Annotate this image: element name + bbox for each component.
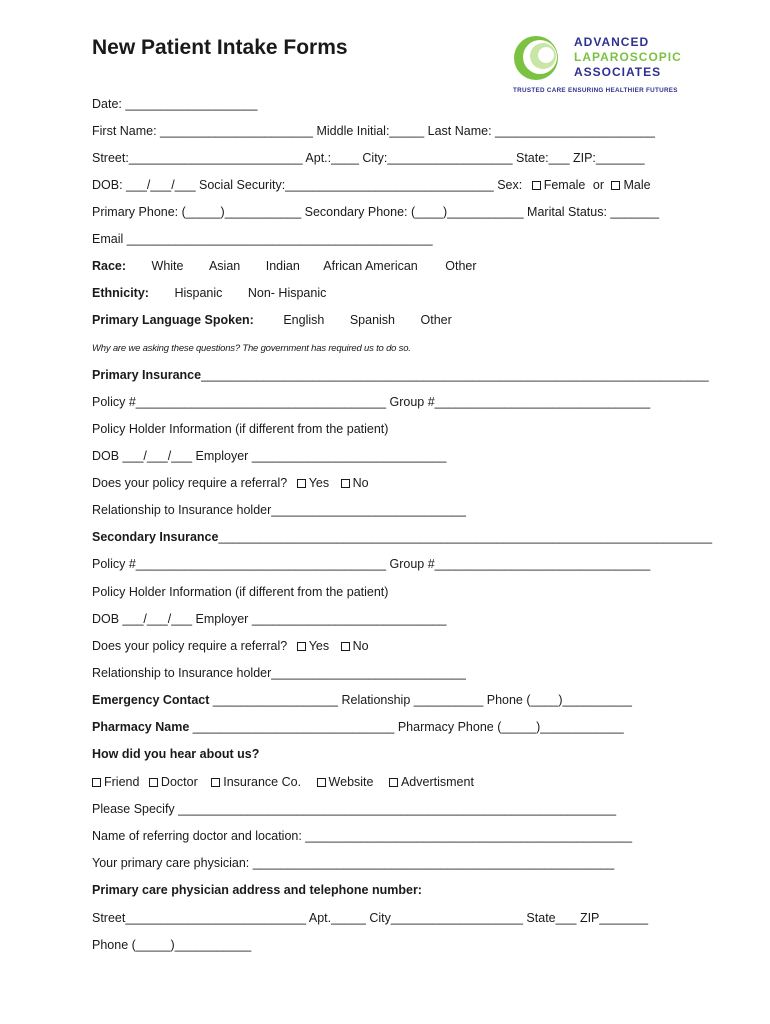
primary-referral-yes[interactable] xyxy=(297,476,329,490)
doctor-label: Doctor xyxy=(160,775,198,789)
secondary-referral-yes[interactable] xyxy=(297,639,329,653)
friend-label: Friend xyxy=(104,775,140,789)
primary-care-physician-field[interactable]: Your primary care physician: ____________________________________________________ xyxy=(92,856,615,870)
checkbox-doctor[interactable] xyxy=(149,778,158,787)
phone-fields[interactable]: Primary Phone: (_____)___________ Secondary Phone: (____)___________ Marital Status: _______ xyxy=(92,205,660,219)
ethnicity-row xyxy=(92,286,326,300)
race-option-white[interactable]: White xyxy=(151,259,184,273)
checkbox-advertisment[interactable] xyxy=(389,778,398,787)
company-logo xyxy=(512,30,712,100)
secondary-referral-no[interactable] xyxy=(341,639,369,653)
race-row xyxy=(92,259,477,273)
language-label: Primary Language Spoken: xyxy=(92,313,254,327)
logo-line-3: ASSOCIATES xyxy=(574,65,662,79)
checkbox-website[interactable] xyxy=(317,778,326,787)
name-fields[interactable]: First Name: ______________________ Middle Initial:_____ Last Name: _______________________ xyxy=(92,124,655,138)
primary-no-label: No xyxy=(352,476,369,490)
logo-tagline: TRUSTED CARE ENSURING HEALTHIER FUTURES xyxy=(513,87,678,94)
race-option-indian[interactable]: Indian xyxy=(265,259,300,273)
email-field[interactable]: Email ____________________________________________ xyxy=(92,232,433,246)
referral-source-question: How did you hear about us? xyxy=(92,747,260,761)
ethnicity-option-hispanic[interactable]: Hispanic xyxy=(174,286,223,300)
race-option-other[interactable]: Other xyxy=(445,259,477,273)
address-fields[interactable]: Street:_________________________ Apt.:____ City:__________________ State:___ ZIP:_______ xyxy=(92,151,645,165)
secondary-referral-row xyxy=(92,639,369,653)
option-doctor[interactable] xyxy=(149,775,198,789)
primary-insurance-row xyxy=(92,368,709,382)
pharmacy-label: Pharmacy Name xyxy=(92,720,190,734)
primary-referral-row xyxy=(92,476,369,490)
primary-insurance-field[interactable]: _________________________________________________________________________ xyxy=(201,368,709,382)
dob-ssn-fields[interactable]: DOB: ___/___/___ Social Security:______________________________ Sex: xyxy=(92,178,523,192)
please-specify-field[interactable]: Please Specify _______________________________________________________________ xyxy=(92,802,617,816)
primary-yes-label: Yes xyxy=(308,476,330,490)
insurance-co-label: Insurance Co. xyxy=(223,775,302,789)
sex-male-label: Male xyxy=(623,178,651,192)
primary-referral-question: Does your policy require a referral? xyxy=(92,476,288,490)
language-option-spanish[interactable]: Spanish xyxy=(349,313,396,327)
pcp-address-fields[interactable]: Street__________________________ Apt._____ City___________________ State___ ZIP_______ xyxy=(92,911,649,925)
demographics-note: Why are we asking these questions? The government has required us to do so. xyxy=(92,343,411,354)
primary-policy-group-fields[interactable]: Policy #____________________________________ Group #_______________________________ xyxy=(92,395,651,409)
advertisment-label: Advertisment xyxy=(400,775,474,789)
secondary-dob-employer-fields[interactable]: DOB ___/___/___ Employer ____________________________ xyxy=(92,612,447,626)
secondary-insurance-row xyxy=(92,530,712,544)
option-friend[interactable] xyxy=(92,775,139,789)
option-insurance-co[interactable] xyxy=(211,775,301,789)
ethnicity-option-non-hispanic[interactable]: Non- Hispanic xyxy=(247,286,327,300)
checkbox-female[interactable] xyxy=(532,181,541,190)
race-option-asian[interactable]: Asian xyxy=(208,259,241,273)
language-option-other[interactable]: Other xyxy=(420,313,452,327)
primary-insurance-label: Primary Insurance xyxy=(92,368,202,382)
sex-female-label: Female xyxy=(543,178,586,192)
secondary-referral-question: Does your policy require a referral? xyxy=(92,639,288,653)
pcp-phone-field[interactable]: Phone (_____)___________ xyxy=(92,938,252,952)
sex-female-option[interactable] xyxy=(532,178,586,192)
emergency-contact-fields[interactable]: __________________ Relationship __________ Phone (____)__________ xyxy=(209,693,633,707)
language-row xyxy=(92,313,452,327)
dob-ssn-row xyxy=(92,178,651,192)
ethnicity-label: Ethnicity: xyxy=(92,286,149,300)
sex-or-label: or xyxy=(592,178,604,192)
sex-male-option[interactable] xyxy=(611,178,650,192)
checkbox-primary-no[interactable] xyxy=(341,479,350,488)
date-field[interactable]: Date: ___________________ xyxy=(92,97,258,111)
checkbox-insurance-co[interactable] xyxy=(211,778,220,787)
primary-relationship-field[interactable]: Relationship to Insurance holder____________________________ xyxy=(92,503,466,517)
checkbox-friend[interactable] xyxy=(92,778,101,787)
primary-referral-no[interactable] xyxy=(341,476,369,490)
race-option-african-american[interactable]: African American xyxy=(323,259,418,273)
race-label: Race: xyxy=(92,259,127,273)
secondary-no-label: No xyxy=(352,639,369,653)
logo-line-2: LAPAROSCOPIC xyxy=(574,50,682,64)
form-title: New Patient Intake Forms xyxy=(92,36,348,59)
secondary-relationship-field[interactable]: Relationship to Insurance holder____________________________ xyxy=(92,666,466,680)
secondary-yes-label: Yes xyxy=(308,639,330,653)
checkbox-male[interactable] xyxy=(611,181,620,190)
option-website[interactable] xyxy=(317,775,374,789)
option-advertisment[interactable] xyxy=(389,775,474,789)
primary-holder-info-label: Policy Holder Information (if different from the patient) xyxy=(92,422,389,436)
referral-source-options xyxy=(92,775,474,789)
website-label: Website xyxy=(328,775,374,789)
emergency-contact-row xyxy=(92,693,632,707)
language-option-english[interactable]: English xyxy=(283,313,325,327)
secondary-insurance-field[interactable]: _______________________________________________________________________ xyxy=(218,530,713,544)
checkbox-secondary-yes[interactable] xyxy=(297,642,306,651)
secondary-policy-group-fields[interactable]: Policy #____________________________________ Group #_______________________________ xyxy=(92,557,651,571)
checkbox-primary-yes[interactable] xyxy=(297,479,306,488)
referring-doctor-field[interactable]: Name of referring doctor and location: _______________________________________________ xyxy=(92,829,633,843)
primary-dob-employer-fields[interactable]: DOB ___/___/___ Employer ____________________________ xyxy=(92,449,447,463)
emergency-contact-label: Emergency Contact xyxy=(92,693,210,707)
pharmacy-fields[interactable]: _____________________________ Pharmacy Phone (_____)____________ xyxy=(189,720,624,734)
pharmacy-row xyxy=(92,720,624,734)
logo-line-1: ADVANCED xyxy=(574,35,650,49)
secondary-insurance-label: Secondary Insurance xyxy=(92,530,219,544)
checkbox-secondary-no[interactable] xyxy=(341,642,350,651)
logo-circles-icon xyxy=(512,30,570,86)
pcp-address-heading: Primary care physician address and telephone number: xyxy=(92,883,422,897)
secondary-holder-info-label: Policy Holder Information (if different from the patient) xyxy=(92,585,389,599)
